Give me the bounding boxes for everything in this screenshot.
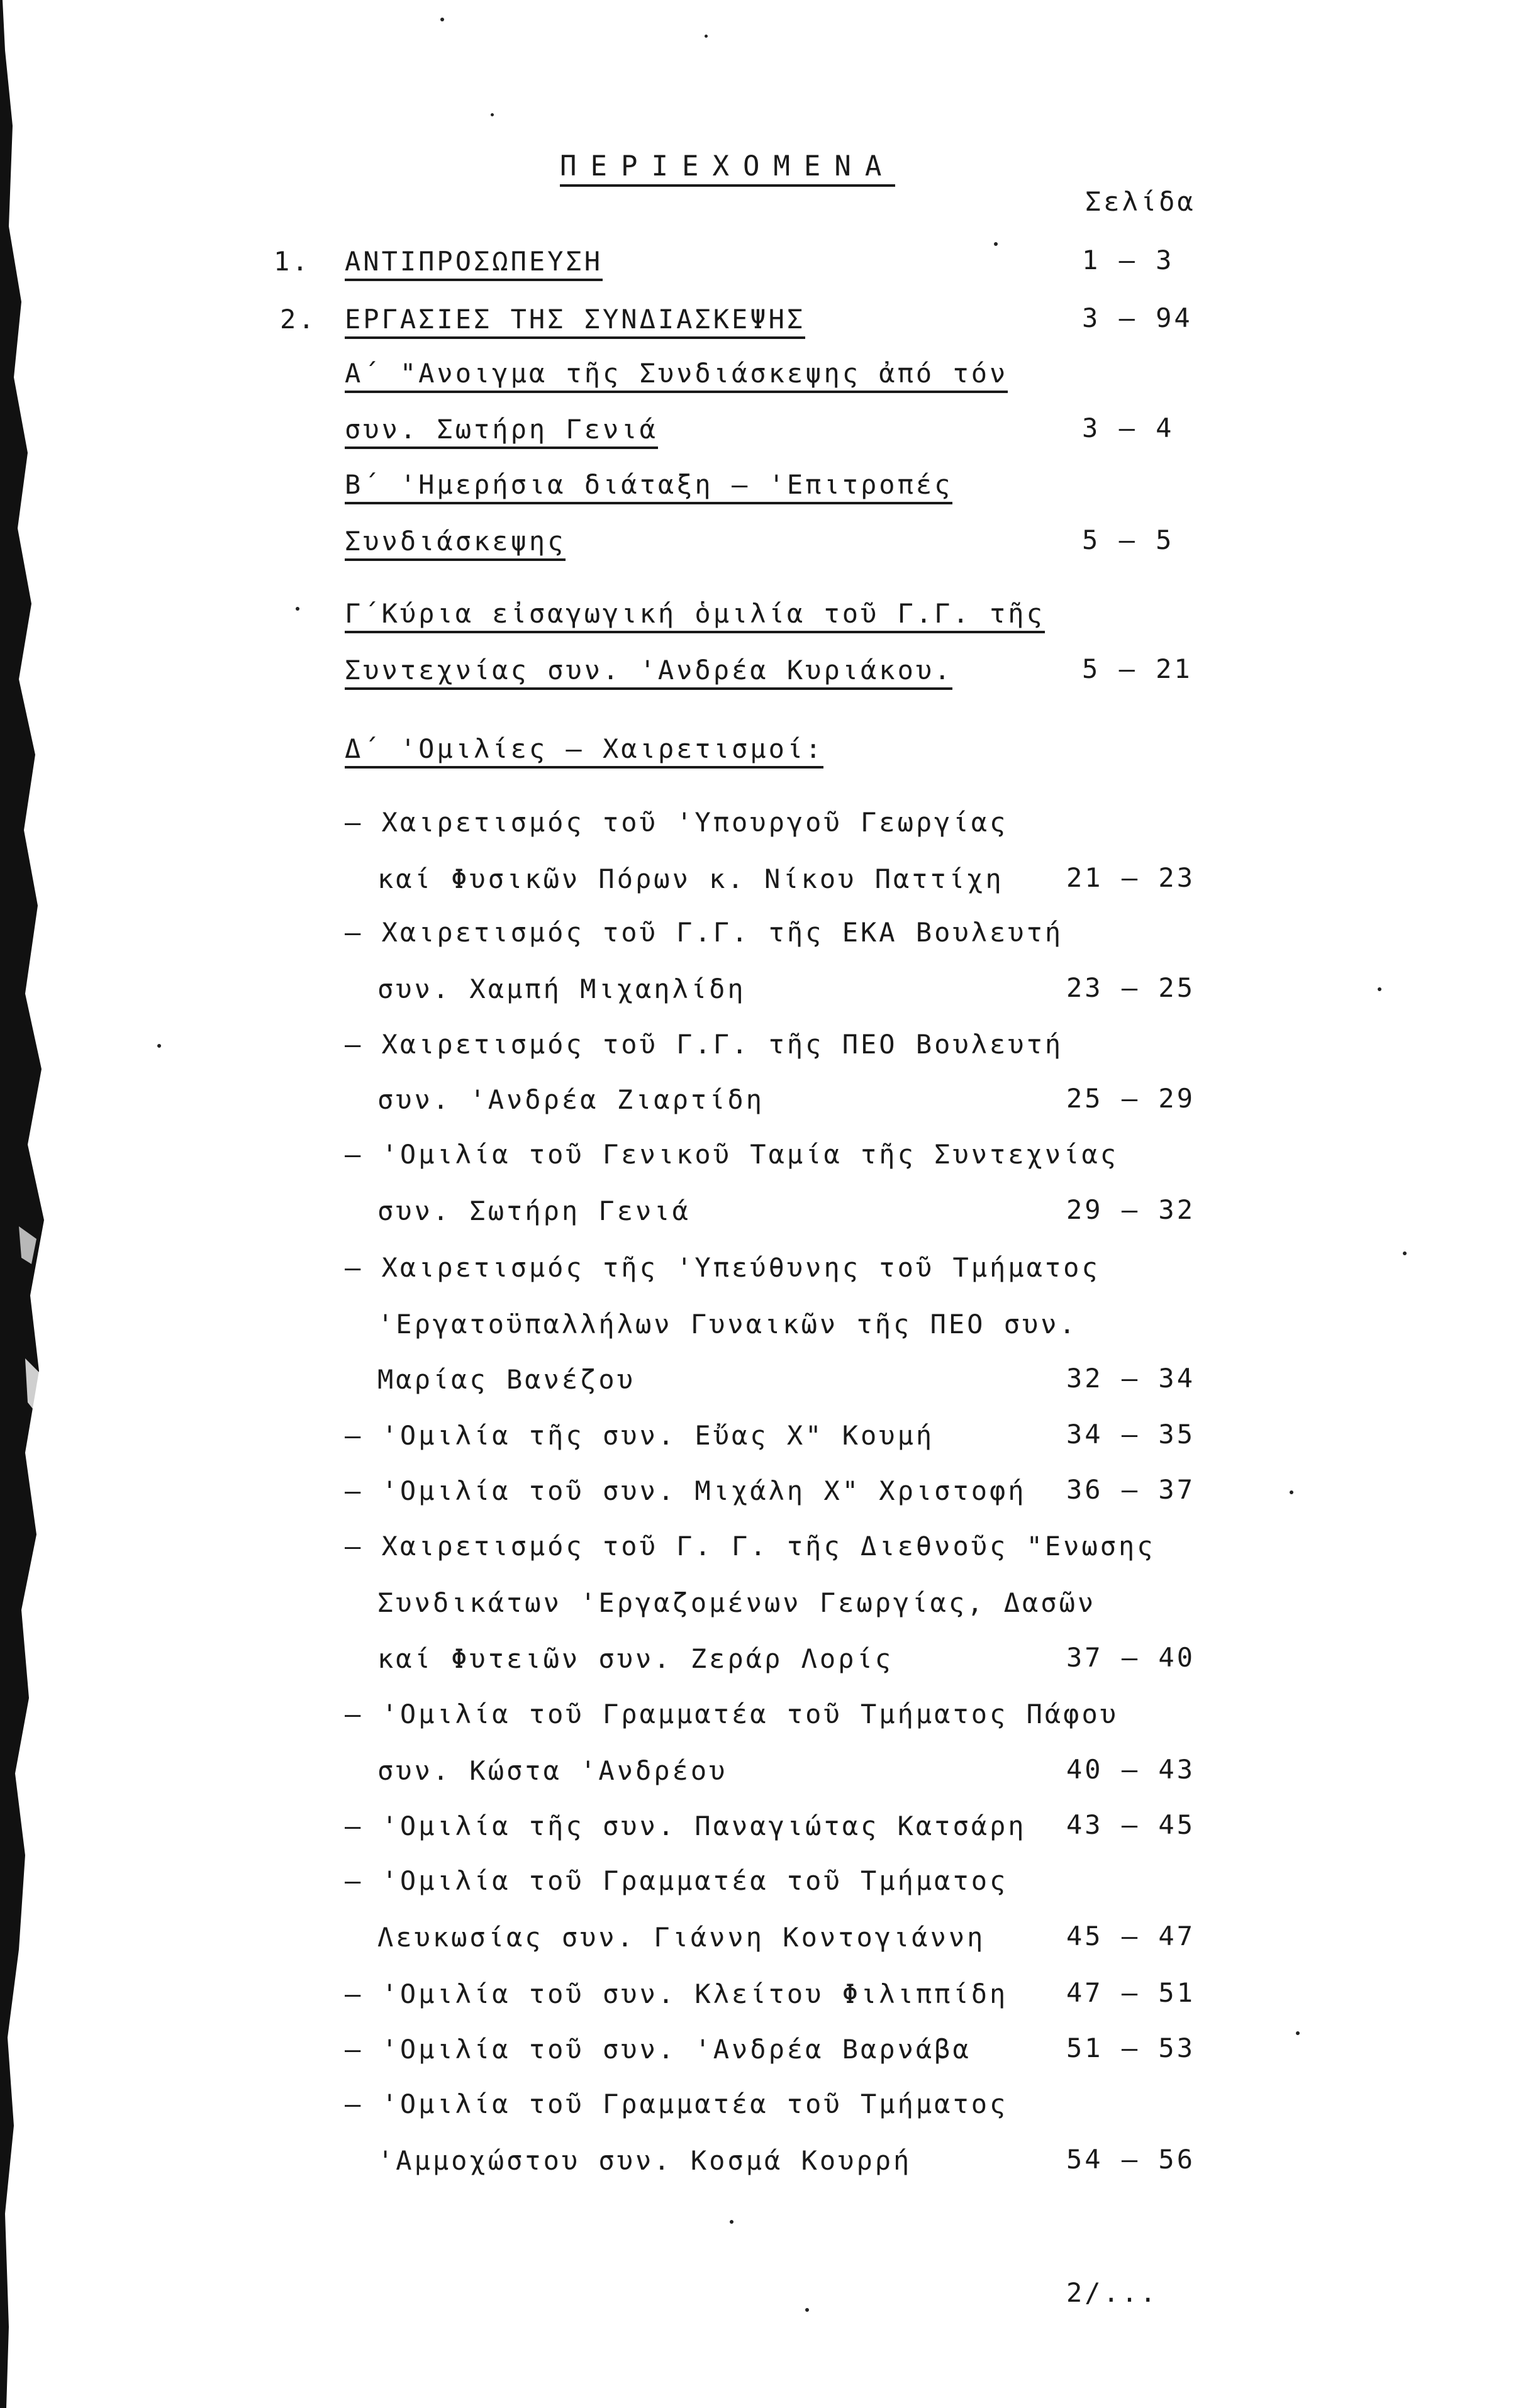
subsection-pages: 5 – 5 bbox=[1082, 524, 1174, 555]
entry-line: – 'Ομιλία τοῦ Γενικοῦ Ταμία τῆς Συντεχνίας bbox=[345, 1139, 1119, 1170]
subsection-pages: 3 – 4 bbox=[1082, 413, 1174, 443]
entry-line: συν. Σωτήρη Γενιά bbox=[377, 1196, 691, 1226]
section-pages: 1 – 3 bbox=[1082, 245, 1174, 275]
entry-line: – 'Ομιλία τοῦ συν. Μιχάλη Χ" Χριστοφή bbox=[345, 1475, 1027, 1506]
entry-line: – 'Ομιλία τοῦ συν. Κλείτου Φιλιππίδη bbox=[345, 1978, 1008, 2009]
entry-line: – 'Ομιλία τοῦ Γραμματέα τοῦ Τμήματος bbox=[345, 2089, 1008, 2119]
scan-speck bbox=[1296, 2031, 1300, 2035]
section-pages: 3 – 94 bbox=[1082, 302, 1193, 333]
scan-speck bbox=[1290, 1490, 1293, 1494]
scan-edge-shadow bbox=[0, 0, 69, 2408]
entry-pages: 29 – 32 bbox=[1066, 1194, 1196, 1225]
entry-pages: 32 – 34 bbox=[1066, 1363, 1196, 1394]
subsection-line: Δ΄ 'Ομιλίες – Χαιρετισμοί: bbox=[345, 736, 823, 768]
scan-speck bbox=[730, 2220, 733, 2224]
page-column-label: Σελίδα bbox=[1085, 186, 1196, 217]
entry-line: – 'Ομιλία τοῦ συν. 'Ανδρέα Βαρνάβα bbox=[345, 2034, 971, 2065]
scan-speck bbox=[440, 18, 444, 21]
entry-line: – Χαιρετισμός τῆς 'Υπεύθυνης τοῦ Τμήματος bbox=[345, 1252, 1100, 1283]
entry-line: συν. Χαμπή Μιχαηλίδη bbox=[377, 974, 746, 1004]
entry-line: συν. 'Ανδρέα Ζιαρτίδη bbox=[377, 1084, 765, 1115]
entry-line: – 'Ομιλία τοῦ Γραμματέα τοῦ Τμήματος bbox=[345, 1865, 1008, 1896]
entry-pages: 36 – 37 bbox=[1066, 1474, 1196, 1505]
entry-pages: 23 – 25 bbox=[1066, 972, 1196, 1003]
section-number: 1. bbox=[274, 246, 311, 277]
subsection-line: Συνδιάσκεψης bbox=[345, 528, 566, 561]
entry-pages: 43 – 45 bbox=[1066, 1809, 1196, 1840]
subsection-line: Συντεχνίας συν. 'Ανδρέα Κυριάκου. bbox=[345, 657, 952, 690]
entry-line: – 'Ομιλία τῆς συν. Εὔας Χ" Κουμή bbox=[345, 1420, 935, 1451]
entry-pages: 45 – 47 bbox=[1066, 1921, 1196, 1951]
entry-line: καί Φυτειῶν συν. Ζεράρ Λορίς bbox=[377, 1643, 894, 1674]
scan-speck bbox=[1378, 987, 1381, 991]
scan-speck bbox=[296, 607, 299, 611]
page-continuation: 2/... bbox=[1066, 2277, 1159, 2308]
entry-line: Μαρίας Βανέζου bbox=[377, 1364, 636, 1395]
scan-speck bbox=[705, 35, 708, 38]
entry-line: καί Φυσικῶν Πόρων κ. Νίκου Παττίχη bbox=[377, 863, 1004, 894]
entry-line: – 'Ομιλία τῆς συν. Παναγιώτας Κατσάρη bbox=[345, 1811, 1027, 1841]
entry-line: – Χαιρετισμός τοῦ 'Υπουργοῦ Γεωργίας bbox=[345, 807, 1008, 838]
entry-line: 'Αμμοχώστου συν. Κοσμά Κουρρή bbox=[377, 2145, 912, 2176]
entry-line: συν. Κώστα 'Ανδρέου bbox=[377, 1755, 728, 1786]
scan-speck bbox=[1403, 1251, 1407, 1255]
entry-line: – 'Ομιλία τοῦ Γραμματέα τοῦ Τμήματος Πάφου bbox=[345, 1699, 1119, 1729]
entry-pages: 37 – 40 bbox=[1066, 1642, 1196, 1673]
entry-pages: 47 – 51 bbox=[1066, 1977, 1196, 2008]
subsection-line: συν. Σωτήρη Γενιά bbox=[345, 416, 658, 449]
entry-pages: 34 – 35 bbox=[1066, 1419, 1196, 1450]
scan-speck bbox=[994, 242, 998, 246]
entry-line: Συνδικάτων 'Εργαζομένων Γεωργίας, Δασῶν bbox=[377, 1587, 1096, 1618]
entry-line: 'Εργατοϋπαλλήλων Γυναικῶν τῆς ΠΕΟ συν. bbox=[377, 1309, 1078, 1340]
scan-speck bbox=[805, 2308, 809, 2312]
scan-speck bbox=[491, 113, 494, 116]
scan-speck bbox=[157, 1044, 161, 1048]
page-title: ΠΕΡΙΕΧΟΜΕΝΑ bbox=[560, 153, 895, 187]
section-label: ΑΝΤΙΠΡΟΣΩΠΕΥΣΗ bbox=[345, 248, 603, 281]
entry-line: – Χαιρετισμός τοῦ Γ.Γ. τῆς ΠΕΟ Βουλευτή bbox=[345, 1029, 1064, 1060]
entry-pages: 40 – 43 bbox=[1066, 1754, 1196, 1785]
entry-pages: 54 – 56 bbox=[1066, 2144, 1196, 2175]
entry-line: – Χαιρετισμός τοῦ Γ. Γ. τῆς Διεθνοῦς "Ενωσης bbox=[345, 1531, 1156, 1562]
subsection-line: Γ΄Κύρια εἰσαγωγική ὁμιλία τοῦ Γ.Γ. τῆς bbox=[345, 601, 1045, 633]
entry-pages: 21 – 23 bbox=[1066, 862, 1196, 893]
subsection-pages: 5 – 21 bbox=[1082, 653, 1193, 684]
section-number: 2. bbox=[280, 304, 317, 335]
entry-pages: 25 – 29 bbox=[1066, 1083, 1196, 1114]
subsection-line: Β΄ 'Ημερήσια διάταξη – 'Επιτροπές bbox=[345, 472, 952, 504]
section-label: ΕΡΓΑΣΙΕΣ ΤΗΣ ΣΥΝΔΙΑΣΚΕΨΗΣ bbox=[345, 306, 805, 339]
entry-pages: 51 – 53 bbox=[1066, 2033, 1196, 2063]
entry-line: – Χαιρετισμός τοῦ Γ.Γ. τῆς ΕΚΑ Βουλευτή bbox=[345, 917, 1064, 948]
subsection-line: Α΄ "Ανοιγμα τῆς Συνδιάσκεψης ἀπό τόν bbox=[345, 360, 1008, 393]
entry-line: Λευκωσίας συν. Γιάννη Κοντογιάννη bbox=[377, 1922, 986, 1953]
